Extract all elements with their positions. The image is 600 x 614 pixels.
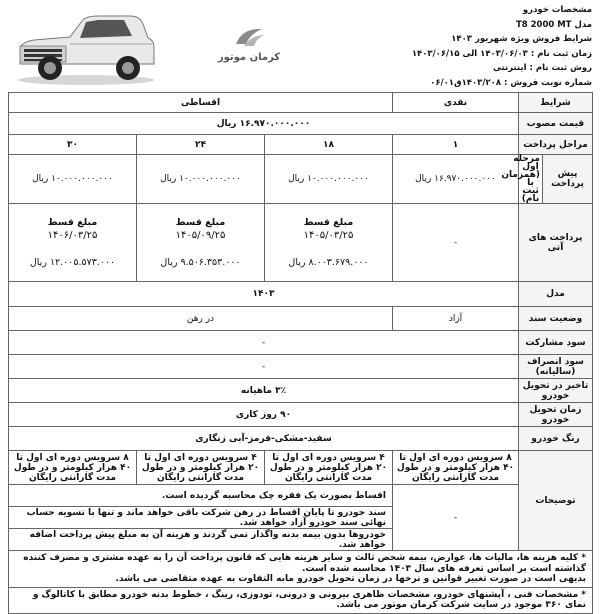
info-heading: مشخصات خودرو xyxy=(522,5,592,15)
installment-amount: ۹.۵۰۶.۳۵۳.۰۰۰ ریال xyxy=(160,257,241,268)
label-delivery-time: زمان تحویل خودرو xyxy=(519,403,593,427)
note-document-lien: سند خودرو تا پایان اقساط در رهن شرکت باقی خواهد ماند و تنها با تسویه حساب نهائی سند خودرو آزاد خواهد شد. xyxy=(9,507,393,529)
first-payment-18: ۱۰.۰۰۰.۰۰۰.۰۰۰ ریال xyxy=(265,155,393,204)
table-row xyxy=(9,379,593,403)
first-stage-subtitle: (همزمان با ثبت نام) xyxy=(501,170,540,204)
first-payment-24: ۱۰.۰۰۰.۰۰۰.۰۰۰ ریال xyxy=(137,155,265,204)
first-payment-cash: ۱۶.۹۷۰.۰۰۰.۰۰۰ ریال xyxy=(393,155,519,204)
table-row xyxy=(9,427,593,451)
label-future-payments: پرداخت های آتی xyxy=(519,204,593,282)
stages-18: ۱۸ xyxy=(265,135,393,155)
car-colors: سفید-مشکی-قرمز-آبی زنگاری xyxy=(9,427,519,451)
info-model: مدل T8 2000 MT xyxy=(515,19,592,30)
table-row xyxy=(9,451,593,485)
table-row xyxy=(9,204,593,282)
document-cash: آزاد xyxy=(393,307,519,331)
approved-price: ۱۶.۹۷۰.۰۰۰.۰۰۰ ریال xyxy=(9,113,519,135)
installment-header: اقساطی xyxy=(9,93,393,113)
label-document-status: وضعیت سند xyxy=(519,307,593,331)
installment-amount: ۱۲.۰۰۵.۵۷۳.۰۰۰ ریال xyxy=(29,257,116,268)
table-row xyxy=(9,93,593,113)
label-color: رنگ خودرو xyxy=(519,427,593,451)
table-row xyxy=(9,307,593,331)
brand-logo xyxy=(214,26,284,72)
note-installment-check: اقساط بصورت یک فقره چک محاسبه گردیده است. xyxy=(9,485,393,507)
table-row xyxy=(9,135,593,155)
info-registration-method: روش ثبت نام : اینترنتی xyxy=(492,63,592,73)
installment-title: مبلغ قسط xyxy=(303,217,354,228)
label-down-payment: پیش پرداخت xyxy=(543,155,593,204)
footnote-costs xyxy=(9,551,593,588)
note-insurance: خودروها بدون بیمه بدنه واگذار نمی گردند و هزینه آن به مبلغ پیش پرداخت اضافه خواهد شد. xyxy=(9,529,393,551)
document-installment: در رهن xyxy=(9,307,393,331)
installment-cell-18 xyxy=(265,204,393,282)
installment-cell-30 xyxy=(9,204,137,282)
first-stage-title: مرحله اول xyxy=(513,154,540,172)
cancellation-profit: - xyxy=(9,355,519,379)
service-18: ۴ سرویس دوره ای اول تا ۲۰ هزار کیلومتر و در طول مدت گارانتی رایگان xyxy=(265,451,393,485)
stages-cash: ۱ xyxy=(393,135,519,155)
table-row xyxy=(9,113,593,135)
table-row xyxy=(9,403,593,427)
installment-title: مبلغ قسط xyxy=(47,217,98,228)
label-payment-stages: مراحل پرداخت xyxy=(519,135,593,155)
sale-info xyxy=(332,3,592,90)
header xyxy=(0,0,600,92)
service-cash: ۸ سرویس دوره ای اول تا ۴۰ هزار کیلومتر و در طول مدت گارانتی رایگان xyxy=(393,451,519,485)
table-row xyxy=(9,331,593,355)
first-payment-30: ۱۰.۰۰۰.۰۰۰.۰۰۰ ریال xyxy=(9,155,137,204)
info-sale-number: شماره نوبت فروش : ۱۴۰۳/۲۰۸ق۰۶/۰۱ xyxy=(430,77,592,88)
delivery-time: ۹۰ روز کاری xyxy=(9,403,519,427)
installment-title: مبلغ قسط xyxy=(175,217,226,228)
table-row xyxy=(9,587,593,613)
installment-date: ۱۴۰۵/۰۹/۲۵ xyxy=(175,230,226,241)
footnote-specs: * مشخصات فنی ، آپشنهای خودرو، مشخصات ظاهری بیرونی و درونی، تودوزی، رینگ ، خطوط بدنه خودرو مطابق با کاتالوگ و نمای ۳۶۰ موجود در سایت شرکت کرمان موتور می باشد. xyxy=(9,587,593,613)
installment-date: ۱۴۰۵/۰۳/۲۵ xyxy=(303,230,354,241)
partnership-profit: - xyxy=(9,331,519,355)
table-row xyxy=(9,155,593,204)
installment-cell-24 xyxy=(137,204,265,282)
brand-mark-icon xyxy=(232,26,266,48)
info-registration-time: زمان ثبت نام : ۱۴۰۳/۰۶/۰۳ الی ۱۴۰۳/۰۶/۱۵ xyxy=(411,48,592,59)
label-partnership-profit: سود مشارکت xyxy=(519,331,593,355)
info-conditions: شرایط فروش ویژه شهریور ۱۴۰۳ xyxy=(451,34,592,44)
pickup-truck-image xyxy=(12,4,160,88)
stages-30: ۳۰ xyxy=(9,135,137,155)
future-cash: - xyxy=(393,204,519,282)
service-30: ۸ سرویس دوره ای اول تا ۴۰ هزار کیلومتر و در طول مدت گارانتی رایگان xyxy=(9,451,137,485)
service-24: ۴ سرویس دوره ای اول تا ۲۰ هزار کیلومتر و در طول مدت گارانتی رایگان xyxy=(137,451,265,485)
notes-cash: - xyxy=(393,485,519,551)
label-approved-price: قیمت مصوب xyxy=(519,113,593,135)
label-notes: توضیحات xyxy=(519,451,593,551)
brand-logo-text: کرمان موتور xyxy=(217,52,281,63)
model-year: ۱۴۰۳ xyxy=(9,282,519,307)
cash-header: نقدی xyxy=(393,93,519,113)
label-conditions: شرایط xyxy=(519,93,593,113)
delivery-delay: ۳٪ ماهیانه xyxy=(9,379,519,403)
conditions-table xyxy=(8,92,593,614)
stages-24: ۲۴ xyxy=(137,135,265,155)
table-row xyxy=(9,355,593,379)
label-cancellation-profit: سود انصراف (سالیانه) xyxy=(519,355,593,379)
installment-amount: ۸.۰۰۳.۶۷۹.۰۰۰ ریال xyxy=(288,257,369,268)
label-first-stage xyxy=(501,154,543,204)
footnote-costs-line-2: بدیهی است در صورت تغییر قوانین و نرخها در زمان تحویل خودرو مابه التفاوت به عهده متقاضی می باشد. xyxy=(115,574,586,584)
table-row xyxy=(9,551,593,588)
label-delivery-delay: تاخیر در تحویل خودرو xyxy=(519,379,593,403)
table-row xyxy=(9,282,593,307)
installment-date: ۱۴۰۶/۰۳/۲۵ xyxy=(47,230,98,241)
table-row xyxy=(9,485,593,507)
footnote-costs-line-1: * کلیه هزینه ها، مالیات ها، عوارض، بیمه شخص ثالث و سایر هزینه هایی که قانون پرداخت آن را به عهده مشتری و مصرف کننده گذاشته است بر اساس تعرفه های سال ۱۴۰۳ محاسبه شده است. xyxy=(23,553,586,574)
label-model: مدل xyxy=(519,282,593,307)
